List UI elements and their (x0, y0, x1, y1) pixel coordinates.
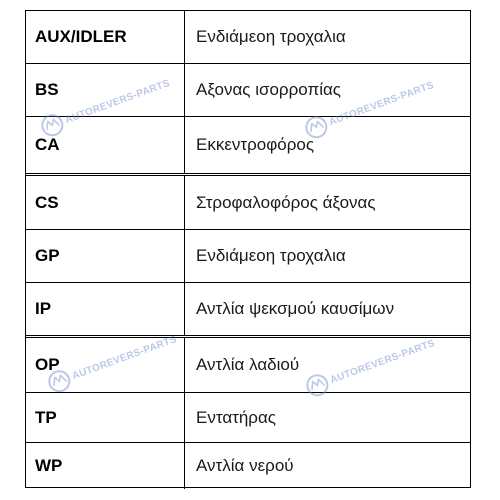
table-row (26, 283, 470, 338)
watermark-text: AUTOREVERS-PARTS (70, 333, 179, 382)
abbreviation-cell: WP (26, 443, 185, 489)
meaning-cell: Εντατήρας (196, 407, 277, 427)
table-row (26, 11, 470, 64)
watermark-text: AUTOREVERS-PARTS (63, 77, 172, 126)
table-row (26, 338, 470, 393)
abbreviation-table (25, 10, 471, 488)
table-row (26, 64, 470, 117)
abbreviation-cell: BS (26, 64, 185, 116)
meaning-cell: Στροφαλοφόρος άξονας (196, 192, 376, 212)
table-row (26, 176, 470, 230)
table-row (26, 230, 470, 283)
abbreviation-cell: AUX/IDLER (26, 11, 185, 63)
abbreviation-cell: GP (26, 230, 185, 282)
meaning-cell: Αξονας ισορροπίας (196, 80, 341, 99)
watermark-text: AUTOREVERS-PARTS (327, 79, 436, 128)
meaning-cell: Αντλία νερού (196, 456, 294, 475)
table-row (26, 117, 470, 176)
abbreviation-cell: CA (26, 117, 185, 173)
table-row (26, 443, 470, 489)
meaning-cell: Αντλία λαδιού (196, 355, 300, 374)
watermark-text: AUTOREVERS-PARTS (328, 337, 437, 386)
meaning-cell: Ενδιάμεοη τροχαλια (196, 27, 346, 46)
table-row (26, 393, 470, 443)
abbreviation-cell: CS (26, 176, 185, 229)
meaning-cell: Ενδιάμεοη τροχαλια (196, 246, 346, 265)
abbreviation-cell: IP (26, 283, 185, 335)
meaning-cell: Εκκεντροφόρος (196, 135, 315, 154)
abbreviation-cell: TP (26, 393, 185, 442)
abbreviation-cell: OP (26, 338, 185, 392)
meaning-cell: Αντλία ψεκσμού καυσίμων (196, 299, 395, 318)
